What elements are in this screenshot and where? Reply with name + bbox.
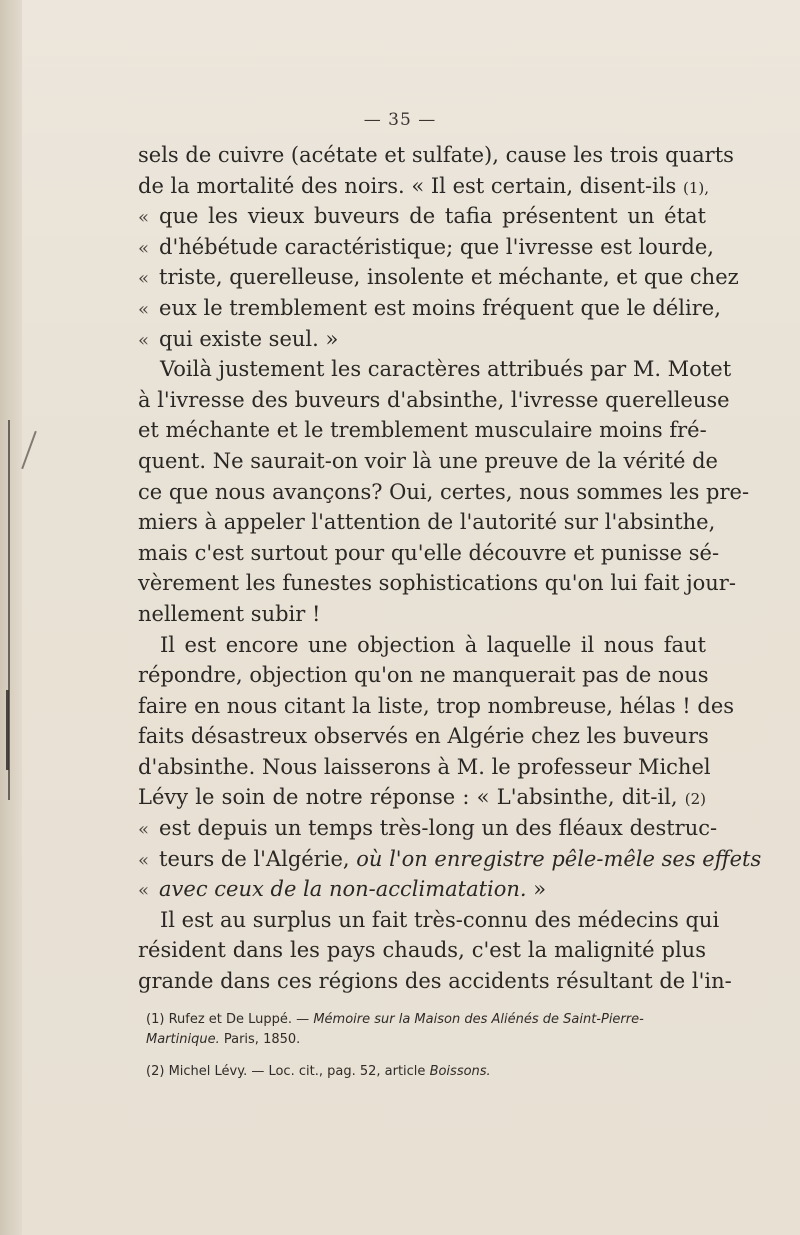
footnote-reference: (2) [684, 790, 706, 809]
text-line [138, 813, 718, 844]
italic-text: où l'on enregistre pêle-mêle ses effets [356, 846, 762, 871]
line-text: quent. Ne saurait-on voir là une preuve de la vérité de [138, 448, 718, 473]
line-text: ce que nous avançons? Oui, certes, nous sommes les pre- [138, 479, 750, 504]
text-line [138, 232, 714, 263]
line-text: vèrement les funestes sophistications qu'on lui fait jour- [138, 571, 736, 596]
page-spine-shadow [0, 0, 22, 1235]
line-text: sels de cuivre (acétate et sulfate), cause les trois quarts [138, 143, 734, 167]
line-text: et méchante et le tremblement musculaire moins fré- [138, 418, 707, 443]
text-line [138, 599, 706, 630]
text-line [138, 568, 736, 599]
text-line [138, 905, 720, 936]
line-text: résident dans les pays chauds, c'est la malignité plus [138, 938, 706, 963]
quote-mark: « [138, 237, 150, 259]
line-text: d'absinthe. Nous laisserons à M. le professeur Michel [138, 754, 711, 779]
text-line [138, 874, 706, 905]
text-line [138, 691, 735, 722]
text-line [138, 538, 720, 569]
text-line [138, 354, 732, 385]
line-text: répondre, objection qu'on ne manquerait pas de nous [138, 663, 709, 688]
quote-mark: « [138, 880, 150, 902]
text-line [138, 507, 716, 538]
text-line [138, 721, 709, 752]
footnote-text: Rufez et De Luppé. — [168, 1012, 310, 1027]
italic-text: avec ceux de la non-acclimatation. [159, 877, 527, 902]
text-line [138, 752, 711, 783]
body-text [138, 140, 762, 997]
line-text: teurs de l'Algérie, [159, 846, 350, 871]
quote-mark: « [138, 207, 150, 229]
quote-mark: « [138, 268, 150, 290]
footnote-italic: Mémoire sur la Maison des Aliénés de Saint-Pierre-Martinique. [146, 1012, 644, 1047]
text-line [138, 140, 734, 171]
margin-pencil-mark [21, 431, 37, 469]
footnote-reference: (1), [683, 178, 710, 197]
footnote-number: (2) [146, 1064, 165, 1079]
text-line [138, 966, 732, 997]
text-line [138, 660, 709, 691]
text-line [138, 171, 710, 202]
text-line [138, 477, 750, 508]
line-text: Lévy le soin de notre réponse : « L'absinthe, dit-il, [138, 785, 678, 810]
quote-mark: « [138, 329, 150, 351]
text-line [138, 293, 721, 324]
line-text: miers à appeler l'attention de l'autorité sur l'absinthe, [138, 510, 716, 535]
line-text-after: » [526, 877, 547, 902]
text-line [138, 782, 706, 813]
line-text: est depuis un temps très-long un des fléaux destruc- [159, 816, 718, 841]
footnote-number: (1) [146, 1012, 165, 1027]
margin-pencil-mark [6, 690, 9, 770]
line-text: que les vieux buveurs de tafia présentent un état [159, 204, 706, 229]
line-text: eux le tremblement est moins fréquent que le délire, [159, 295, 721, 320]
text-line [138, 415, 706, 446]
line-text: triste, querelleuse, insolente et méchante, et que chez [159, 265, 739, 290]
footnote [146, 1062, 706, 1082]
text-line [138, 324, 706, 355]
footnote-text-after: Paris, 1850. [223, 1032, 301, 1047]
line-text: mais c'est surtout pour qu'elle découvre et punisse sé- [138, 540, 720, 565]
line-text: faire en nous citant la liste, trop nombreuse, hélas ! des [138, 693, 735, 718]
line-text: faits désastreux observés en Algérie chez les buveurs [138, 724, 709, 749]
line-text: nellement subir ! [138, 601, 321, 626]
line-text: à l'ivresse des buveurs d'absinthe, l'ivresse querelleuse [138, 387, 730, 412]
footnote-italic: Boissons. [429, 1064, 491, 1079]
text-line [138, 446, 718, 477]
text-line [138, 630, 706, 661]
line-text: d'hébétude caractéristique; que l'ivresse est lourde, [159, 234, 714, 259]
text-line [138, 385, 730, 416]
page-number: — 35 — [363, 110, 437, 130]
footnote [146, 1010, 706, 1050]
line-text: de la mortalité des noirs. « Il est certain, disent-ils [138, 173, 677, 198]
text-line [138, 262, 739, 293]
text-line [138, 935, 706, 966]
text-line [138, 201, 706, 232]
text-line [138, 844, 762, 875]
footnotes [146, 1010, 706, 1094]
footnote-text: Michel Lévy. — Loc. cit., pag. 52, article [168, 1064, 426, 1079]
quote-mark: « [138, 819, 150, 841]
line-text: grande dans ces régions des accidents résultant de l'in- [138, 969, 732, 994]
quote-mark: « [138, 298, 150, 320]
quote-mark: « [138, 849, 150, 871]
line-text: Il est au surplus un fait très-connu des médecins qui [160, 907, 720, 932]
line-text: Voilà justement les caractères attribués par M. Motet [160, 357, 732, 382]
line-text: Il est encore une objection à laquelle il nous faut [160, 632, 706, 657]
line-text: qui existe seul. » [159, 326, 339, 351]
